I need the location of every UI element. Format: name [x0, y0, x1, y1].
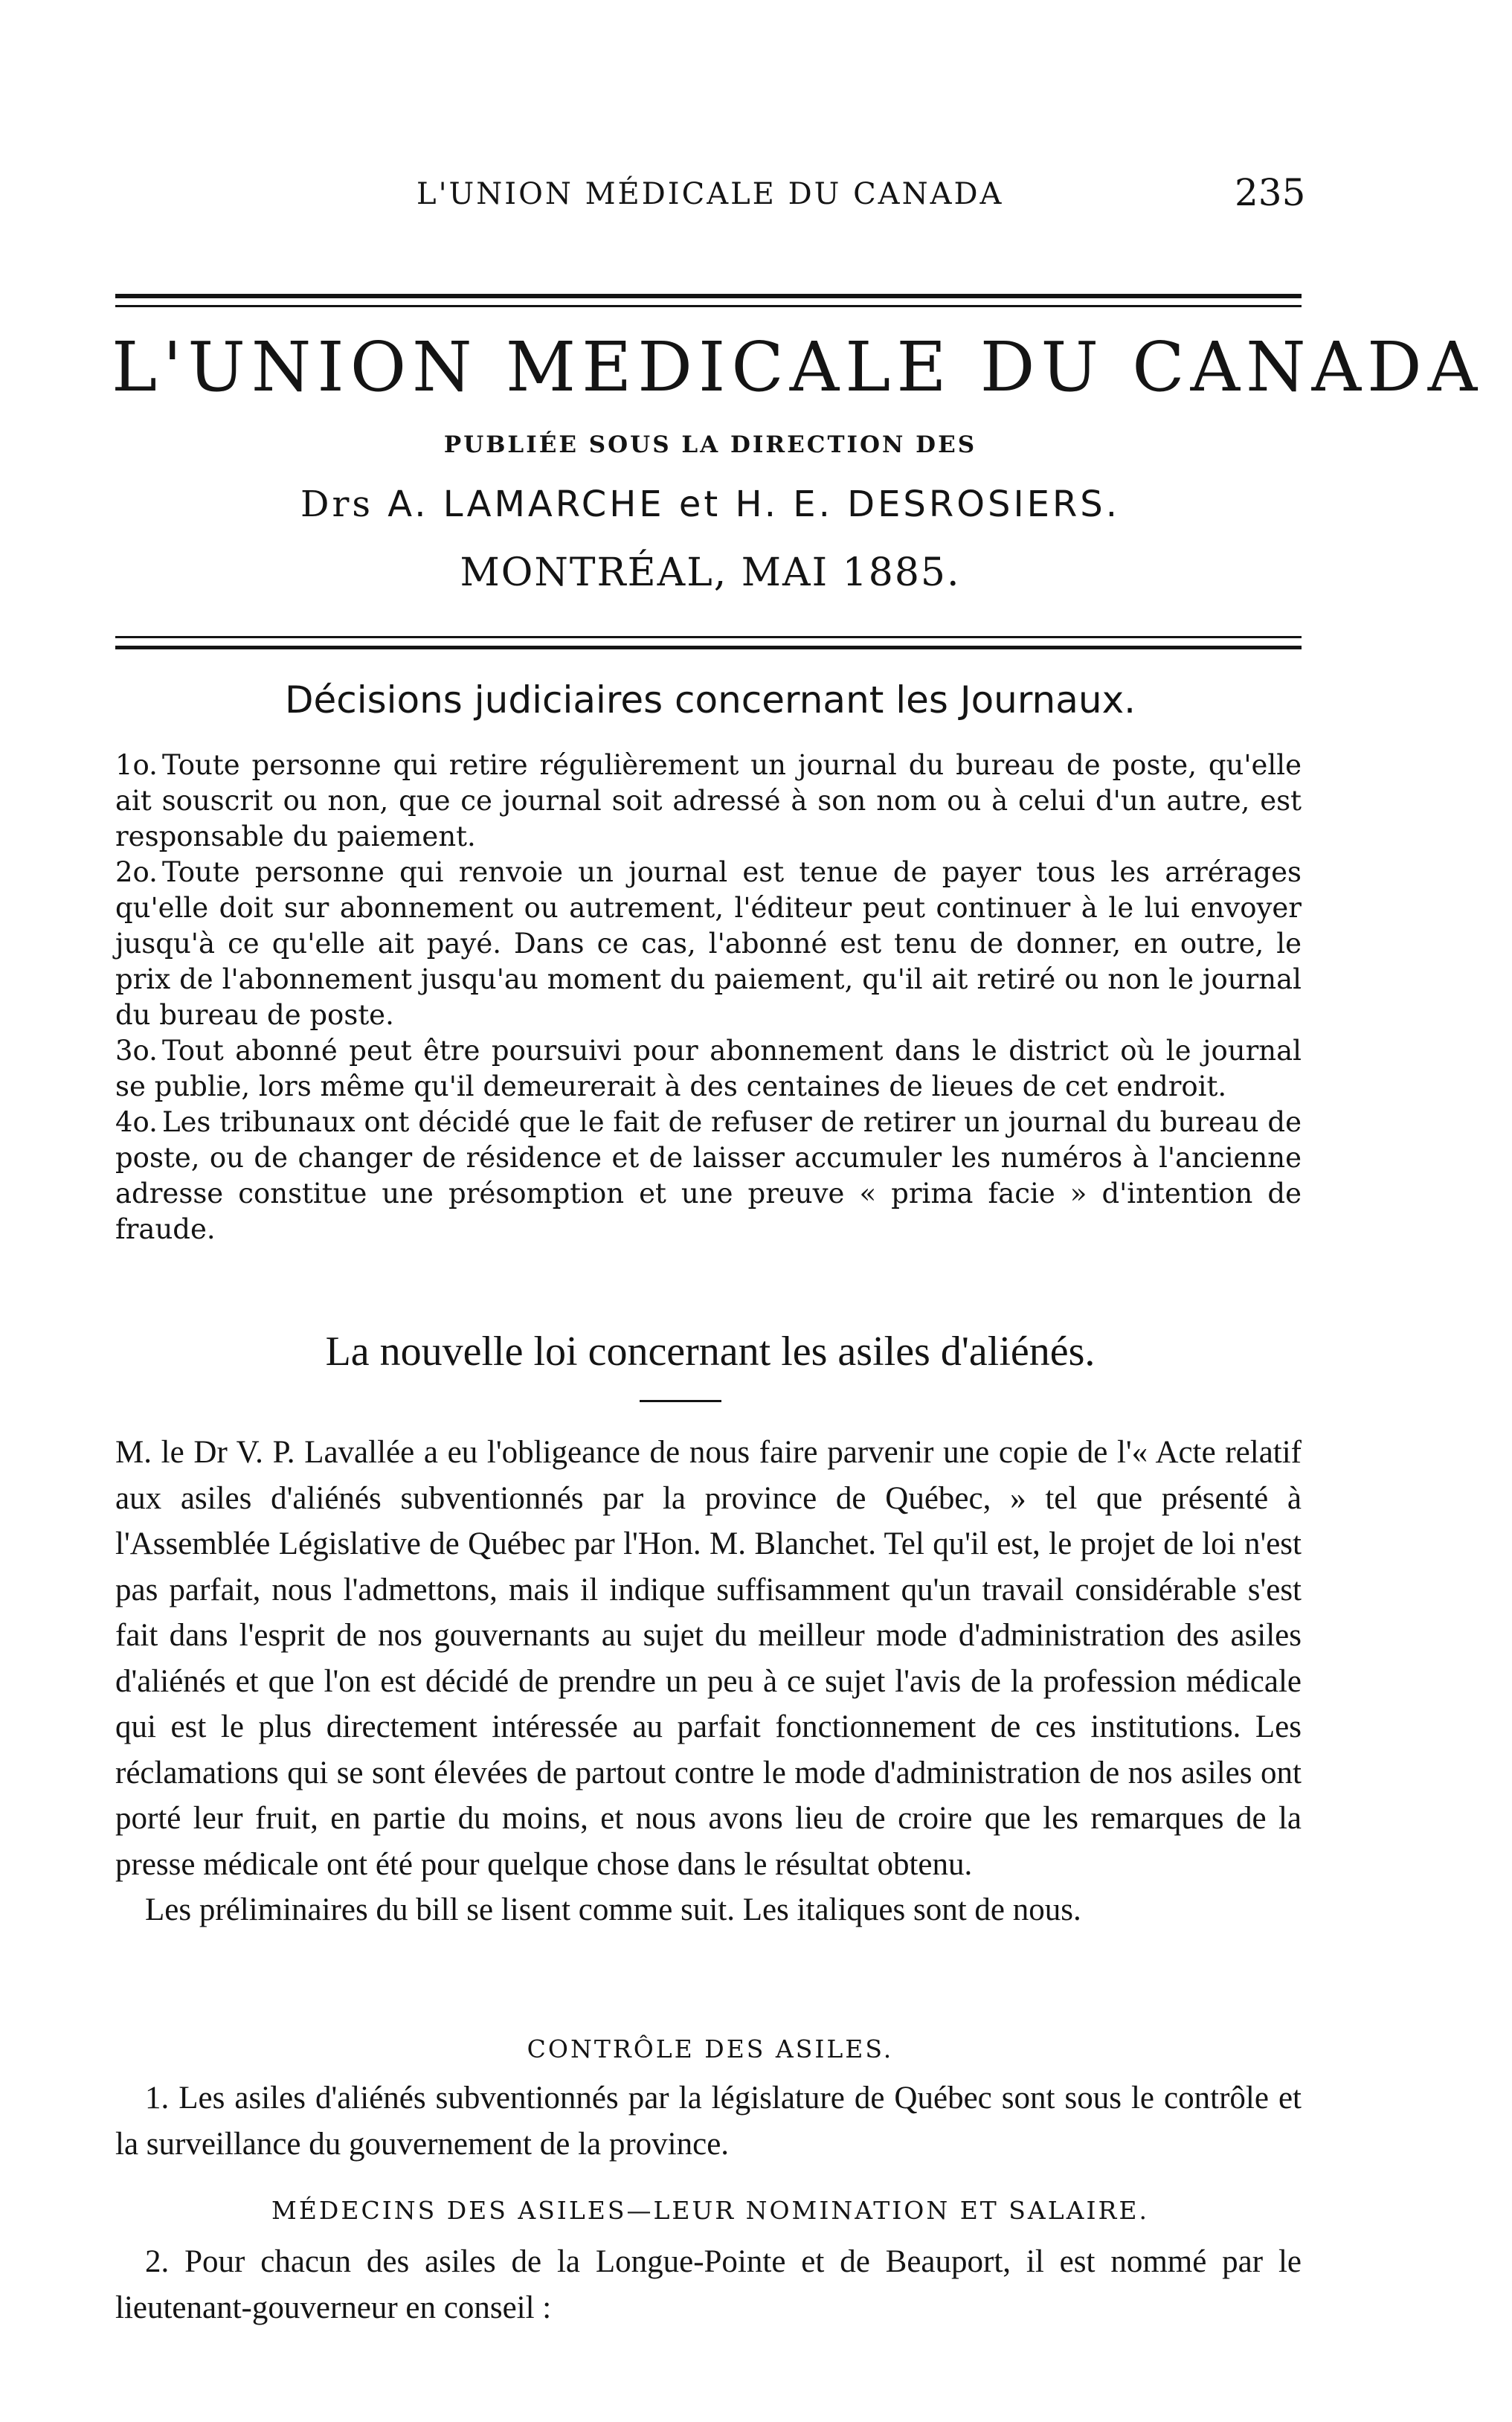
subheading-medecins: MÉDECINS DES ASILES—LEUR NOMINATION ET SALAIRE.	[271, 2196, 1149, 2225]
masthead-top-rule-thick	[115, 294, 1302, 298]
article-heading-rule	[640, 1400, 721, 1402]
decision-item	[115, 1105, 1302, 1247]
page-number: 235	[1235, 171, 1306, 214]
article-paragraph: M. le Dr V. P. Lavallée a eu l'obligeance de nous faire parvenir une copie de l'« Acte relatif aux asiles d'aliénés subventionnés par la province de Québec, » tel que présenté à l'Assemblée Législative de Québec par l'Hon. M. Blanchet. Tel qu'il est, le projet de loi n'est pas parfait, nous l'admettons, mais il indique suffisamment qu'un travail considérable s'est fait dans l'esprit de nos gouvernants au sujet du meilleur mode d'administration des asiles d'aliénés et que l'on est décidé de prendre un peu à ce sujet l'avis de la profession médicale qui est le plus directement intéressée au parfait fonctionnement de ces institutions. Les réclamations qui se sont élevées de partout contre le mode d'administration de nos asiles ont porté leur fruit, en partie du moins, et nous avons lieu de croire que les remarques de la presse médicale ont été pour quelque chose dans le résultat obtenu.	[115, 1435, 1302, 1882]
decisions-list	[115, 748, 1302, 1247]
decision-text: Les tribunaux ont décidé que le fait de refuser de retirer un journal du bureau de poste, ou de changer de résidence et de laisser accumuler les numéros à l'ancienne adresse constitue une présomption et une preuve « prima facie » d'intention de fraude.	[115, 1106, 1302, 1245]
article-paragraph: Les préliminaires du bill se lisent comme suit. Les italiques sont de nous.	[145, 1892, 1081, 1927]
decision-item	[115, 1033, 1302, 1105]
masthead-bottom-rule-thick	[115, 646, 1302, 649]
decision-item	[115, 855, 1302, 1033]
clause-1	[115, 2075, 1302, 2168]
decision-text: Toute personne qui retire régulièrement un journal du bureau de poste, qu'elle ait souscrit ou non, que ce journal soit adressé à son nom ou à celui d'un autre, est responsable du paiement.	[115, 749, 1302, 852]
decision-number: 3o.	[115, 1035, 158, 1067]
masthead-published-under: PUBLIÉE SOUS LA DIRECTION DES	[443, 431, 977, 458]
editors-names: A. LAMARCHE et H. E. DESROSIERS.	[387, 484, 1121, 525]
decisions-heading: Décisions judiciaires concernant les Journaux.	[284, 678, 1136, 722]
masthead-title: L'UNION MEDICALE DU CANADA	[112, 327, 1484, 407]
clause-text: 1. Les asiles d'aliénés subventionnés par la législature de Québec sont sous le contrôle et la surveillance du gouvernement de la province.	[115, 2081, 1302, 2162]
decision-number: 1o.	[115, 749, 158, 781]
decision-number: 2o.	[115, 856, 158, 888]
decision-text: Toute personne qui renvoie un journal est tenue de payer tous les arrérages qu'elle doit sur abonnement ou autrement, l'éditeur peut continuer à le lui envoyer jusqu'à ce qu'elle ait payé. Dans ce cas, l'abonné est tenu de donner, en outre, le prix de l'abonnement jusqu'au moment du paiement, qu'il ait retiré ou non le journal du bureau de poste.	[115, 856, 1302, 1031]
clause-2	[115, 2239, 1302, 2331]
masthead-place-date: MONTRÉAL, MAI 1885.	[460, 550, 961, 595]
decision-number: 4o.	[115, 1106, 158, 1138]
decision-text: Tout abonné peut être poursuivi pour abonnement dans le district où le journal se publie, lors même qu'il demeurerait à des centaines de lieues de cet endroit.	[115, 1035, 1302, 1102]
article-heading: La nouvelle loi concernant les asiles d'aliénés.	[325, 1329, 1096, 1375]
subheading-controle: CONTRÔLE DES ASILES.	[527, 2034, 894, 2063]
masthead-editors	[112, 484, 1309, 525]
editors-prefix: Drs	[300, 484, 374, 525]
masthead-bottom-rule-thin	[115, 636, 1302, 638]
running-head: L'UNION MÉDICALE DU CANADA	[416, 177, 1004, 211]
decision-item	[115, 748, 1302, 855]
masthead-top-rule-thin	[115, 305, 1302, 307]
clause-text: 2. Pour chacun des asiles de la Longue-Pointe et de Beauport, il est nommé par le lieutenant-gouverneur en conseil :	[115, 2244, 1302, 2325]
article-body	[115, 1430, 1302, 1933]
